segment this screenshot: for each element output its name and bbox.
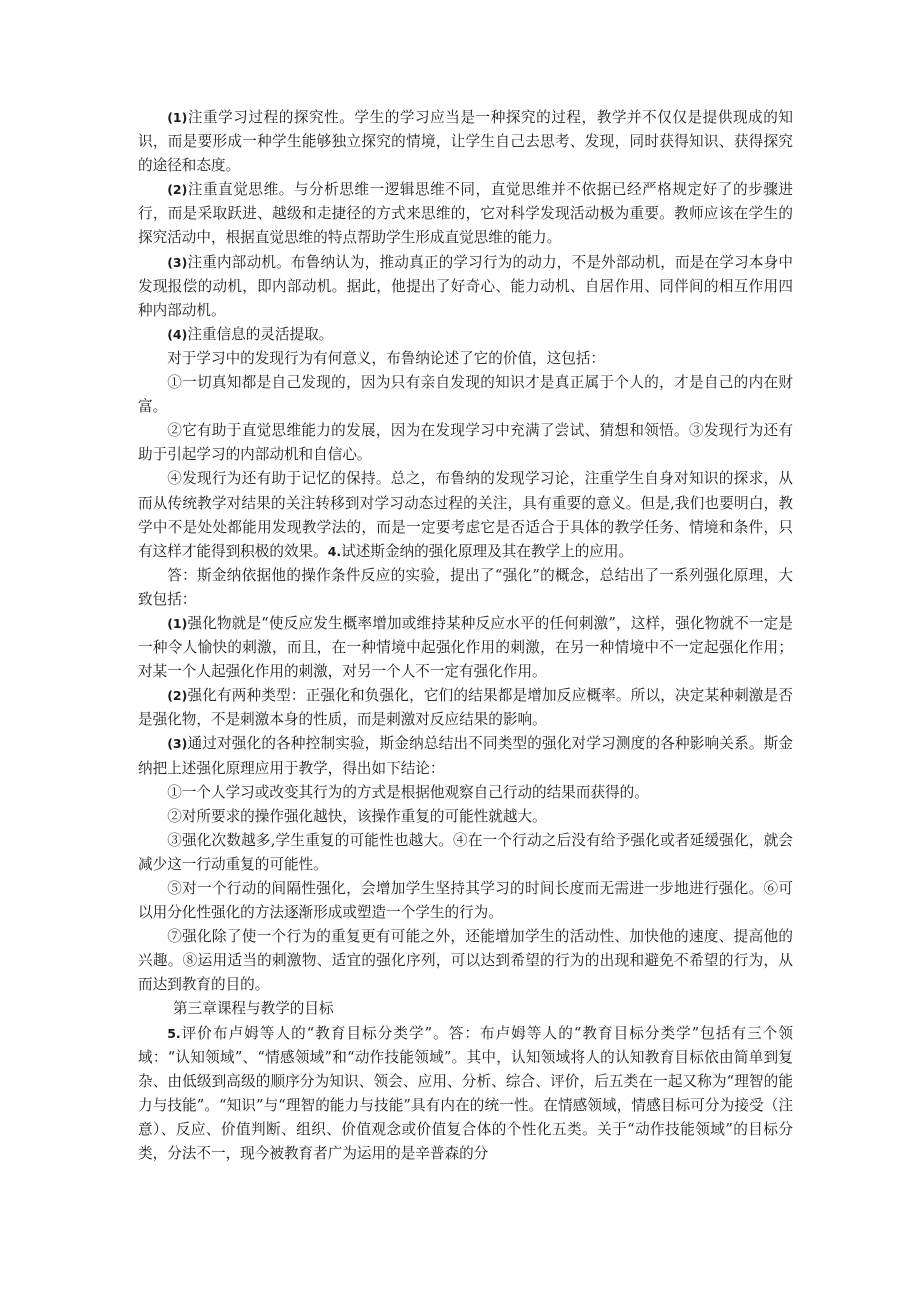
paragraph	[138, 877, 793, 925]
paragraph-text: ①一个人学习或改变其行为的方式是根据他观察自己行动的结果而获得的。	[167, 783, 649, 801]
paragraph	[138, 781, 793, 805]
paragraph	[138, 371, 793, 419]
paragraph	[138, 323, 793, 347]
paragraph	[138, 178, 793, 250]
paragraph	[138, 106, 793, 178]
paragraph	[138, 684, 793, 732]
document-page	[138, 106, 793, 1166]
chapter-heading: 第三章课程与教学的目标	[173, 1000, 334, 1018]
paragraph	[138, 251, 793, 323]
paragraph	[138, 419, 793, 467]
paragraph	[138, 925, 793, 997]
paragraph	[138, 1022, 793, 1167]
paragraph-text: 强化物就是“使反应发生概率增加或维持某种反应水平的任何刺激”，这样，强化物就不一定是一种令人愉快的刺激，而且，在一种情境中起强化作用的刺激，在另一种情境中不一定起强化作用；对某一个人起强化作用的刺激，对另一个人不一定有强化作用。	[138, 614, 793, 681]
item-number: (2)	[167, 688, 188, 704]
item-number: (1)	[167, 110, 188, 125]
question-number: 4.	[327, 543, 342, 559]
question-number: 5.	[167, 1025, 181, 1041]
paragraph-text: 答：斯金纳依据他的操作条件反应的实验，提出了“强化”的概念，总结出了一系列强化原理，大致包括：	[138, 566, 793, 608]
paragraph	[138, 467, 793, 563]
paragraph-text: ③强化次数越多,学生重复的可能性也越大。④在一个行动之后没有给予强化或者延缓强化，就会减少这一行动重复的可能性。	[138, 831, 793, 873]
paragraph	[138, 564, 793, 612]
item-number: (1)	[167, 615, 188, 631]
paragraph-text: ②它有助于直觉思维能力的发展，因为在发现学习中充满了尝试、猜想和领悟。③发现行为还有助于引起学习的内部动机和自信心。	[138, 422, 793, 464]
paragraph-text: 注重直觉思维。与分析思维一逻辑思维不同，直觉思维并不依据已经严格规定好了的步骤进行，而是采取跃进、越级和走捷径的方式来思维的，它对科学发现活动极为重要。教师应该在学生的探究活动中，根据直觉思维的特点帮助学生形成直觉思维的能力。	[138, 181, 793, 247]
item-number: (2)	[167, 182, 188, 198]
paragraph-text: 注重内部动机。布鲁纳认为，推动真正的学习行为的动力，不是外部动机，而是在学习本身中发现报偿的动机，即内部动机。据此，他提出了好奇心、能力动机、自居作用、同伴间的相互作用四种内部动机。	[138, 253, 793, 319]
paragraph-text: ①一切真知都是自己发现的，因为只有亲自发现的知识才是真正属于个人的，才是自己的内在财富。	[138, 374, 793, 416]
item-number: (4)	[167, 326, 188, 342]
paragraph-text: 评价布卢姆等人的“教育目标分类学”。答：布卢姆等人的“教育目标分类学”包括有三个领域：“认知领域”、“情感领域”和“动作技能领域”。其中，认知领域将人的认知教育目标依由简单到复杂、由低级到高级的顺序分为知识、领会、应用、分析、综合、评价，后五类在一起又称为“理智的能力与技能”。“知识”与“理智的能力与技能”具有内在的统一性。在情感领域，情感目标可分为接受（注意）、反应、价值判断、组织、价值观念或价值复合体的个性化五类。关于“动作技能领域”的目标分类，分法不一，现今被教育者广为运用的是辛普森的分	[138, 1024, 793, 1163]
paragraph	[138, 805, 793, 829]
paragraph	[138, 612, 793, 684]
paragraph	[138, 347, 793, 371]
item-number: (3)	[167, 254, 188, 270]
paragraph-text: ⑤对一个行动的间隔性强化，会增加学生坚持其学习的时间长度而无需进一步地进行强化。⑥可以用分化性强化的方法逐渐形成或塑造一个学生的行为。	[138, 880, 793, 922]
question-text: 试述斯金纳的强化原理及其在教学上的应用。	[341, 542, 634, 560]
paragraph-text: 强化有两种类型：正强化和负强化，它们的结果都是增加反应概率。所以，决定某种刺激是否是强化物，不是刺激本身的性质，而是刺激对反应结果的影响。	[138, 687, 793, 729]
paragraph-text: ⑦强化除了使一个行为的重复更有可能之外，还能增加学生的活动性、加快他的速度、提高他的兴趣。⑧运用适当的刺激物、适宜的强化序列，可以达到希望的行为的出现和避免不希望的行为，从而达到教育的目的。	[138, 928, 793, 994]
paragraph	[138, 732, 793, 780]
paragraph	[138, 829, 793, 877]
paragraph-text: 对于学习中的发现行为有何意义，布鲁纳论述了它的价值，这包括：	[167, 349, 606, 367]
paragraph-text: ④发现行为还有助于记忆的保持。总之，布鲁纳的发现学习论，注重学生自身对知识的探求，从而从传统教学对结果的关注转移到对学习动态过程的关注，具有重要的意义。但是,我们也要明白，教学中不是处处都能用发现教学法的，而是一定要考虑它是否适合于具体的教学任务、情境和条件，只有这样才能得到积极的效果。	[138, 470, 793, 560]
paragraph-text: 注重学习过程的探究性。学生的学习应当是一种探究的过程，教学并不仅仅是提供现成的知识，而是要形成一种学生能够独立探究的情境，让学生自己去思考、发现，同时获得知识、获得探究的途径和态度。	[138, 109, 793, 175]
paragraph-text: ②对所要求的操作强化越快，该操作重复的可能性就越大。	[167, 807, 547, 825]
paragraph-text: 通过对强化的各种控制实验，斯金纳总结出不同类型的强化对学习测度的各种影响关系。斯金纳把上述强化原理应用于教学，得出如下结论：	[138, 735, 793, 777]
paragraph-text: 注重信息的灵活提取。	[187, 325, 334, 343]
item-number: (3)	[167, 736, 188, 752]
